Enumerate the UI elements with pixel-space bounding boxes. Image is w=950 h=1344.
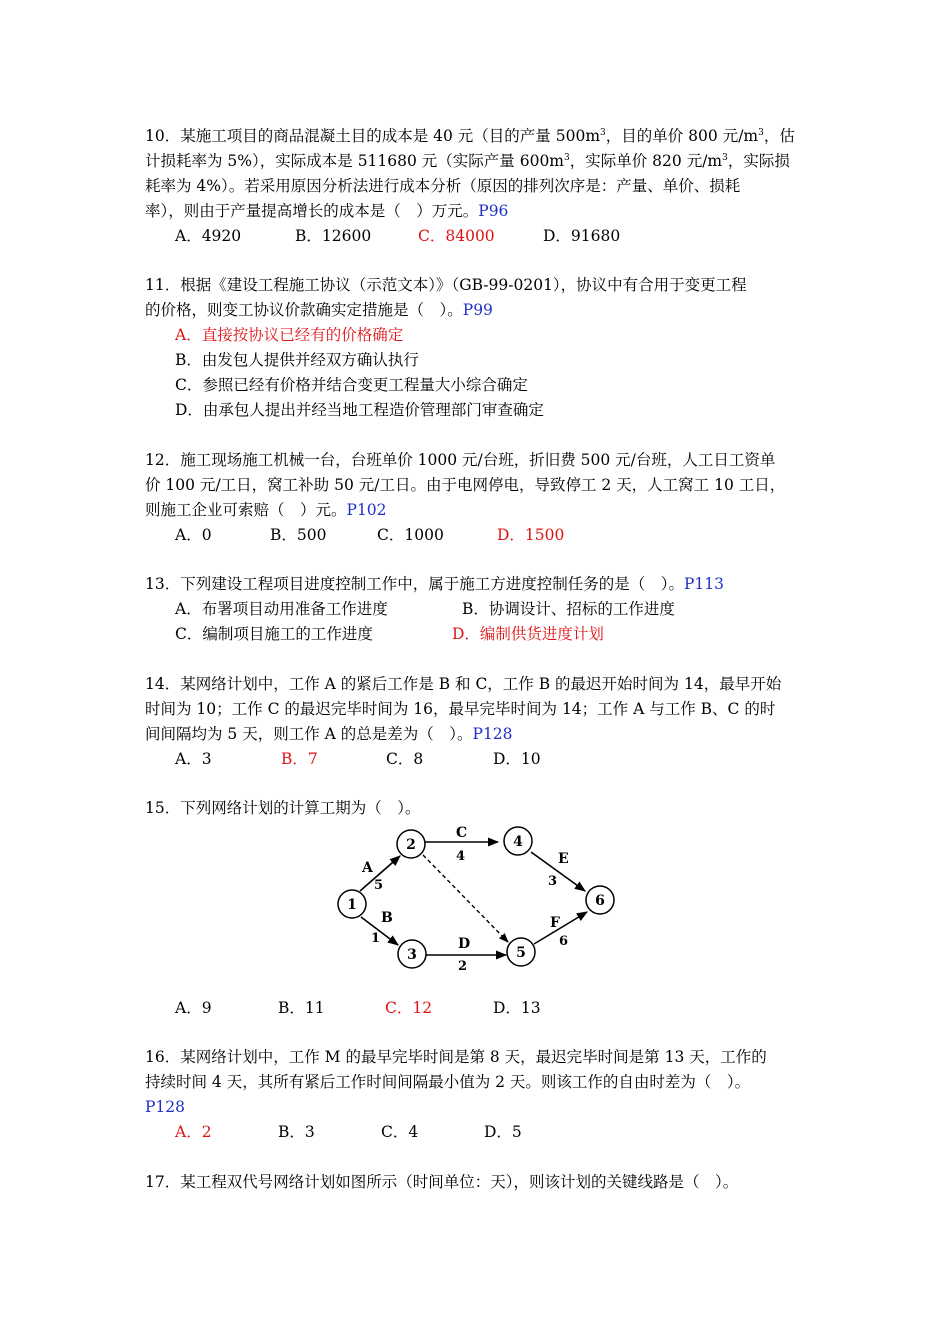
q15-option-b: B．11 [278,999,325,1017]
q16-option-b: B．3 [278,1123,315,1141]
edge-c-label: C [456,825,468,841]
svg-text:2: 2 [406,837,416,853]
edge-d-label: D [458,936,471,952]
svg-text:1: 1 [347,897,357,913]
q10-line4: 率），则由于产量提高增长的成本是（ ）万元。P96 [145,202,509,220]
q14-line3: 间间隔均为 5 天，则工作 A 的总是差为（ ）。P128 [145,725,513,743]
q10-option-b: B．12600 [295,227,372,245]
svg-text:3: 3 [407,947,417,963]
node-1 [338,890,366,918]
edge-f-label: F [550,915,560,931]
q14-option-a: A．3 [175,750,212,768]
edge-e-duration: 3 [548,874,558,889]
q13-option-d-answer: D．编制供货进度计划 [452,625,604,643]
q17-line1: 17．某工程双代号网络计划如图所示（时间单位：天），则该计划的关键线路是（ ）。 [145,1173,739,1191]
node-2 [397,830,425,858]
q16-page-ref: P128 [145,1098,186,1116]
node-5 [507,938,535,966]
q15-option-c-answer: C．12 [385,999,433,1017]
q11-page-ref: P99 [462,301,493,319]
q12-option-a: A．0 [175,526,212,544]
q16-line1: 16．某网络计划中，工作 M 的最早完毕时间是第 8 天，最迟完毕时间是第 13 天，工作的 [145,1048,767,1066]
q16-option-c: C．4 [381,1123,419,1141]
node-4 [504,827,532,855]
q10-line2: 计损耗率为 5%），实际成本是 511680 元（实际产量 $600m^3$，实际单价 820 元$/m^3$，实际损 [145,152,790,170]
q10-line3: 耗率为 4%）。若采用原因分析法进行成本分析（原因的排列次序是：产量、单价、损耗 [145,177,741,195]
q14-option-d: D．10 [493,750,541,768]
q12-option-c: C．1000 [377,526,444,544]
q13-option-c: C．编制项目施工的工作进度 [175,625,373,643]
q16-option-a-answer: A．2 [175,1123,212,1141]
q13-line1: 13．下列建设工程项目进度控制工作中，属于施工方进度控制任务的是（ ）。P113 [145,575,724,593]
q10-option-d: D．91680 [543,227,621,245]
svg-text:5: 5 [516,945,526,961]
q14-line2: 时间为 10；工作 C 的最迟完毕时间为 16，最早完毕时间为 14；工作 A 与工作 B、C 的时 [145,700,776,718]
q12-page-ref: P102 [346,501,387,519]
q14-option-c: C．8 [386,750,424,768]
q12-option-b: B．500 [270,526,327,544]
q11-option-a-answer: A．直接按协议已经有的价格确定 [175,326,404,344]
q12-line1: 12．施工现场施工机械一台，台班单价 1000 元/台班，折旧费 500 元/台班，人工日工资单 [145,451,776,469]
q15-line1: 15．下列网络计划的计算工期为（ ）。 [145,799,421,817]
edge-b-label: B [381,910,393,926]
edge-d-duration: 2 [458,959,468,974]
svg-text:4: 4 [513,834,523,850]
q11-option-d: D．由承包人提出并经当地工程造价管理部门审查确定 [175,401,544,419]
q12-option-d-answer: D．1500 [497,526,565,544]
q13-option-a: A．布署项目动用准备工作进度 [175,600,388,618]
q11-line1: 11．根据《建设工程施工协议（示范文本）》（GB-99-0201），协议中有合用于变更工程 [145,276,747,294]
q11-line2: 的价格，则变工协议价款确实定措施是（ ）。P99 [145,301,493,319]
q10-line1: 10．某施工项目的商品混凝土目的成本是 40 元（目的产量 $500m^3$，目的单价 800 元$/m^3$，估 [145,127,795,145]
q11-option-b: B．由发包人提供并经双方确认执行 [175,351,419,369]
q11-option-c: C．参照已经有价格并结合变更工程量大小综合确定 [175,376,528,394]
dummy-edge-arrow [423,855,508,942]
edge-a-label: A [362,860,373,876]
svg-text:6: 6 [595,893,605,909]
q14-option-b-answer: B．7 [281,750,318,768]
q15-option-a: A．9 [175,999,212,1017]
edge-b-duration: 1 [371,931,381,946]
q13-option-b: B．协调设计、招标的工作进度 [462,600,675,618]
q13-page-ref: P113 [683,575,724,593]
node-6 [586,886,614,914]
q16-line2: 持续时间 4 天，其所有紧后工作时间间隔最小值为 2 天。则该工作的自由时差为（ ）。 [145,1073,751,1091]
network-diagram [330,820,630,980]
q14-page-ref: P128 [472,725,513,743]
q12-line3: 则施工企业可索赔（ ）元。P102 [145,501,387,519]
node-3 [398,940,426,968]
q10-page-ref: P96 [478,202,509,220]
q12-line2: 价 100 元/工日，窝工补助 50 元/工日。由于电网停电，导致停工 2 天，人工窝工 10 工日， [145,476,786,494]
q10-option-a: A．4920 [175,227,242,245]
q14-line1: 14．某网络计划中，工作 A 的紧后工作是 B 和 C，工作 B 的最迟开始时间为 14，最早开始 [145,675,782,693]
q16-option-d: D．5 [484,1123,522,1141]
q15-option-d: D．13 [493,999,541,1017]
edge-a-duration: 5 [374,878,384,893]
edge-e-label: E [558,851,569,867]
q10-option-c-answer: C．84000 [418,227,495,245]
edge-f-duration: 6 [559,934,569,949]
edge-c-duration: 4 [456,849,466,864]
